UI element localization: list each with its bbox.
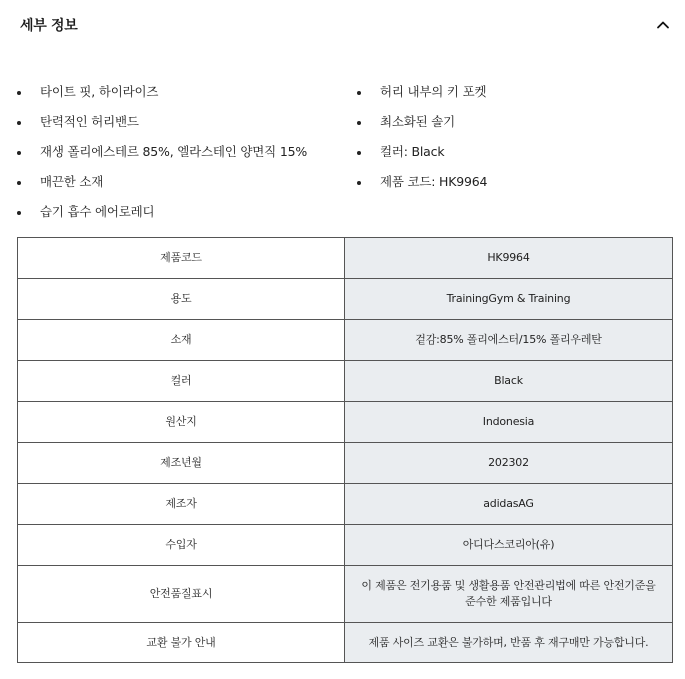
- feature-text: 타이트 핏, 하이라이즈: [40, 84, 159, 99]
- table-row: [18, 443, 673, 484]
- spec-value: 제품 사이즈 교환은 불가하며, 반품 후 재구매만 가능합니다.: [345, 623, 673, 663]
- spec-value: 아디다스코리아(유): [345, 525, 673, 566]
- table-row: [18, 238, 673, 279]
- spec-label: 컬러: [18, 361, 345, 402]
- bullet-icon: [357, 181, 361, 185]
- feature-item: [17, 110, 357, 132]
- table-row: [18, 279, 673, 320]
- feature-item: [357, 170, 677, 192]
- feature-text: 허리 내부의 키 포켓: [380, 84, 487, 99]
- feature-text: 제품 코드: HK9964: [380, 174, 488, 189]
- feature-item: [17, 200, 357, 222]
- feature-text: 재생 폴리에스테르 85%, 엘라스테인 양면직 15%: [40, 144, 308, 159]
- spec-value: 202302: [345, 443, 673, 484]
- feature-text: 컬러: Black: [380, 144, 445, 159]
- table-row: [18, 320, 673, 361]
- spec-value: Indonesia: [345, 402, 673, 443]
- spec-label: 제조년월: [18, 443, 345, 484]
- table-row: [18, 566, 673, 623]
- feature-item: [17, 170, 357, 192]
- spec-value: 이 제품은 전기용품 및 생활용품 안전관리법에 따른 안전기준을 준수한 제품입니다: [345, 566, 673, 623]
- bullet-icon: [357, 121, 361, 125]
- spec-label: 원산지: [18, 402, 345, 443]
- feature-item: [357, 110, 677, 132]
- bullet-icon: [17, 181, 21, 185]
- spec-label: 제품코드: [18, 238, 345, 279]
- details-accordion-header[interactable]: [20, 12, 672, 38]
- spec-label: 소재: [18, 320, 345, 361]
- feature-item: [17, 80, 357, 102]
- feature-text: 매끈한 소재: [40, 174, 104, 189]
- feature-item: [357, 140, 677, 162]
- spec-value: 겉감:85% 폴리에스터/15% 폴리우레탄: [345, 320, 673, 361]
- spec-label: 용도: [18, 279, 345, 320]
- section-title: 세부 정보: [20, 18, 78, 34]
- spec-label: 수입자: [18, 525, 345, 566]
- bullet-icon: [357, 91, 361, 95]
- feature-text: 탄력적인 허리밴드: [40, 114, 139, 129]
- bullet-icon: [357, 151, 361, 155]
- bullet-icon: [17, 121, 21, 125]
- table-row: [18, 525, 673, 566]
- table-row: [18, 402, 673, 443]
- spec-value: HK9964: [345, 238, 673, 279]
- spec-value: TrainingGym & Training: [345, 279, 673, 320]
- bullet-icon: [17, 91, 21, 95]
- feature-text: 최소화된 솔기: [380, 114, 456, 129]
- feature-item: [17, 140, 357, 162]
- spec-label: 교환 불가 안내: [18, 623, 345, 663]
- spec-label: 안전품질표시: [18, 566, 345, 623]
- bullet-icon: [17, 211, 21, 215]
- spec-value: Black: [345, 361, 673, 402]
- table-row: [18, 361, 673, 402]
- spec-label: 제조자: [18, 484, 345, 525]
- feature-list: [17, 80, 677, 222]
- feature-text: 습기 흡수 에어로레디: [40, 204, 155, 219]
- feature-item: [357, 80, 677, 102]
- table-row: [18, 623, 673, 663]
- table-row: [18, 484, 673, 525]
- bullet-icon: [17, 151, 21, 155]
- spec-value: adidasAG: [345, 484, 673, 525]
- spec-table: [17, 237, 673, 663]
- chevron-up-icon[interactable]: [654, 16, 672, 34]
